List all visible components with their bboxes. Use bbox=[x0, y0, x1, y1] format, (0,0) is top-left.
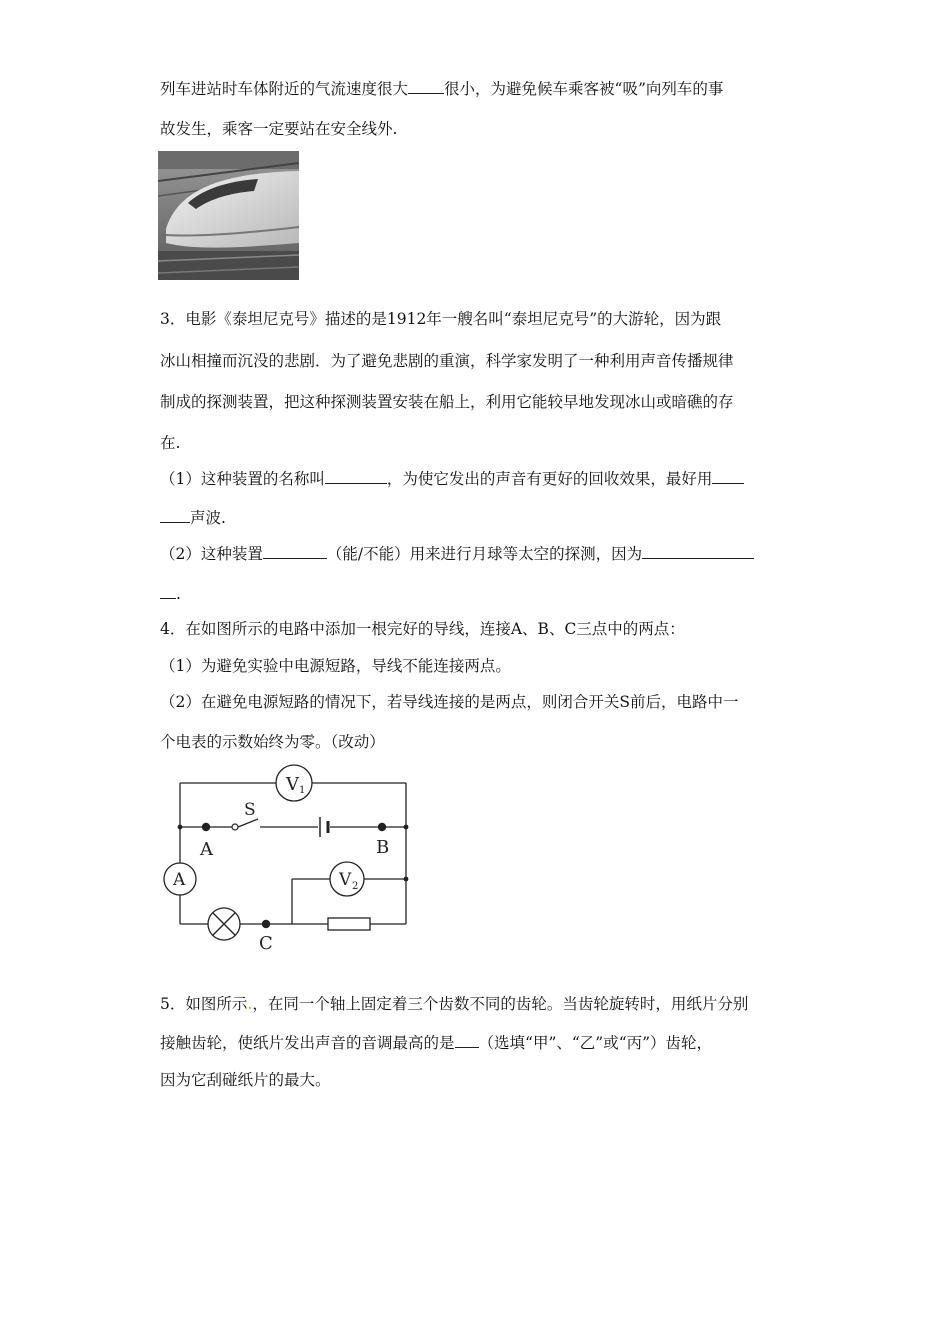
text-line bbox=[160, 994, 748, 1014]
text-segment: ，为使它发出的声音有更好的回收效果，最好用 bbox=[386, 470, 713, 488]
text-line bbox=[160, 583, 181, 604]
text-segment: 接触齿轮，使纸片发出声音的音调最高的是 bbox=[160, 1034, 455, 1052]
circuit-diagram bbox=[158, 763, 418, 953]
text-segment: 故发生，乘客一定要站在安全线外. bbox=[160, 120, 398, 138]
answer-blank[interactable] bbox=[408, 78, 444, 94]
text-segment: （1）为避免实验中电源短路，导线不能连接两点。 bbox=[160, 657, 511, 675]
text-line bbox=[160, 1070, 331, 1090]
text-line bbox=[160, 507, 226, 528]
text-segment: 5．如图所示 bbox=[160, 995, 248, 1013]
text-segment: （能/不能）用来进行月球等太空的探测，因为 bbox=[326, 545, 643, 563]
text-line bbox=[160, 543, 754, 564]
text-segment: 4．在如图所示的电路中添加一根完好的导线，连接A、B、C三点中的两点： bbox=[160, 620, 685, 638]
text-segment: 声波. bbox=[190, 509, 226, 527]
text-segment: 列车进站时车体附近的气流速度很大 bbox=[160, 80, 409, 98]
text-segment: （2）在避免电源短路的情况下，若导线连接的是两点，则闭合开关S前后，电路中一 bbox=[160, 693, 739, 711]
v1-subscript: 1 bbox=[299, 785, 306, 796]
text-segment: 很小，为避免候车乘客被“吸”向列车的事 bbox=[444, 80, 724, 98]
point-a-label: A bbox=[200, 839, 213, 860]
answer-blank[interactable] bbox=[642, 543, 754, 559]
text-segment: . bbox=[176, 585, 181, 603]
answer-blank[interactable] bbox=[455, 1032, 479, 1048]
ammeter-label: A bbox=[173, 870, 186, 890]
text-segment: （1）这种装置的名称叫 bbox=[160, 470, 325, 488]
point-c-label: C bbox=[259, 933, 273, 953]
switch-contact bbox=[232, 824, 238, 830]
point-b-label: B bbox=[376, 837, 390, 858]
terminal-a bbox=[202, 823, 210, 831]
stray-dot: . bbox=[247, 995, 253, 1013]
answer-blank[interactable] bbox=[263, 543, 327, 559]
text-segment: （2）这种装置 bbox=[160, 545, 263, 563]
text-line bbox=[160, 78, 723, 99]
terminal-c bbox=[262, 920, 270, 928]
v2-label: V bbox=[339, 870, 352, 890]
switch-label: S bbox=[244, 800, 256, 820]
answer-blank[interactable] bbox=[160, 507, 190, 523]
text-segment: 因为它刮碰纸片的最大。 bbox=[160, 1071, 331, 1089]
train-photo bbox=[158, 151, 299, 280]
text-line bbox=[160, 692, 738, 712]
answer-blank[interactable] bbox=[712, 468, 744, 484]
text-line bbox=[160, 1032, 712, 1053]
text-line bbox=[160, 433, 180, 453]
text-line bbox=[160, 392, 734, 412]
answer-blank[interactable] bbox=[160, 583, 176, 599]
text-line bbox=[160, 119, 397, 139]
terminal-b bbox=[378, 823, 386, 831]
text-segment: 在. bbox=[160, 434, 181, 452]
text-segment: （选填“甲”、“乙”或“丙”）齿轮， bbox=[478, 1034, 713, 1052]
text-segment: ，在同一个轴上固定着三个齿数不同的齿轮。当齿轮旋转时，用纸片分别 bbox=[252, 995, 749, 1013]
v1-label: V bbox=[286, 774, 299, 795]
text-line bbox=[160, 619, 685, 639]
text-line bbox=[160, 732, 385, 752]
resistor bbox=[328, 918, 370, 930]
text-segment: 个电表的示数始终为零。（改动） bbox=[160, 733, 385, 751]
text-segment: 冰山相撞而沉没的悲剧．为了避免悲剧的重演，科学家发明了一种利用声音传播规律 bbox=[160, 352, 734, 370]
text-line bbox=[160, 309, 721, 329]
text-line bbox=[160, 351, 734, 371]
text-segment: 制成的探测装置，把这种探测装置安装在船上，利用它能较早地发现冰山或暗礁的存 bbox=[160, 393, 734, 411]
text-segment: 3．电影《泰坦尼克号》描述的是1912年一艘名叫“泰坦尼克号”的大游轮，因为跟 bbox=[160, 310, 722, 328]
answer-blank[interactable] bbox=[325, 468, 387, 484]
v2-subscript: 2 bbox=[352, 881, 359, 892]
text-line bbox=[160, 468, 744, 489]
text-line bbox=[160, 656, 511, 676]
